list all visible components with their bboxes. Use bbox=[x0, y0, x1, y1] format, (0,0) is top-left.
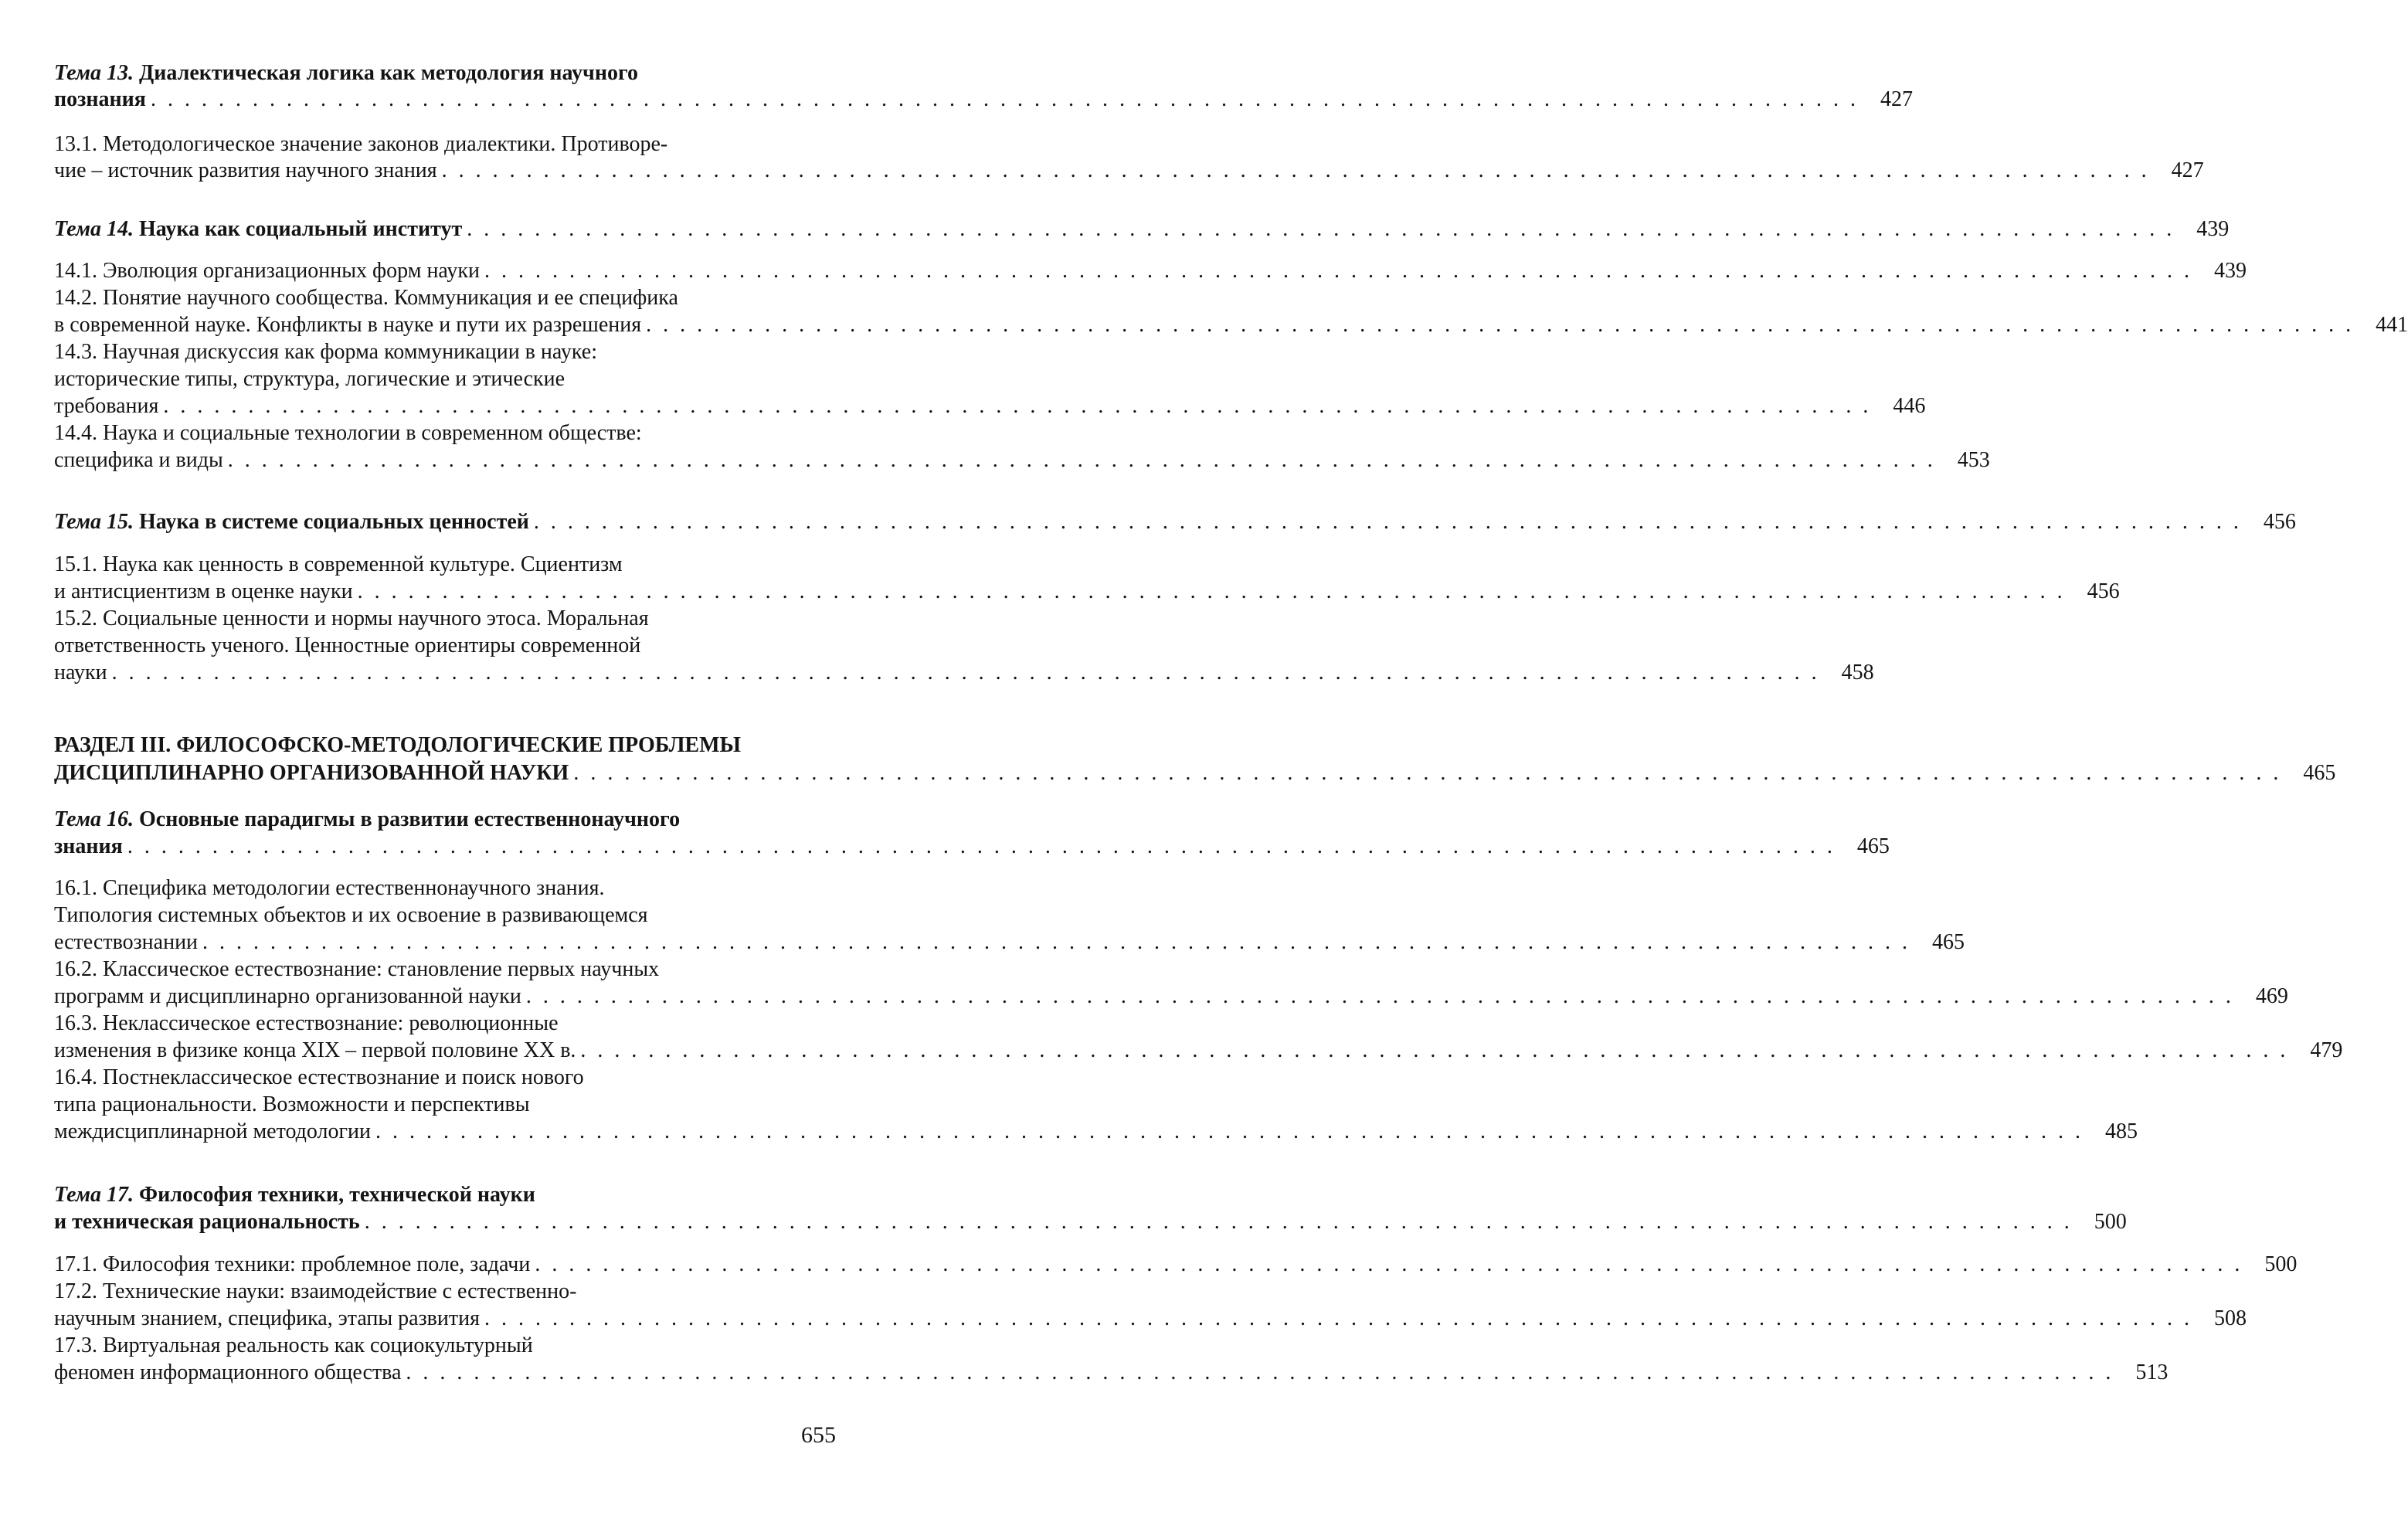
toc-subsection bbox=[54, 312, 2408, 338]
leader-dots: . . . . . . . . . . . . . . . . . . . . . . . . . . . . . . . . . . . . . . . . . . . . . . . . . . . . . . . . . . . . . . . . . . . . . . . . . . . . . . . . . . . . . . . . . . . . . . . . . . . . . bbox=[127, 834, 1836, 858]
toc-subsection bbox=[54, 1306, 2247, 1332]
leader-dots: . . . . . . . . . . . . . . . . . . . . . . . . . . . . . . . . . . . . . . . . . . . . . . . . . . . . . . . . . . . . . . . . . . . . . . . . . . . . . . . . . . . . . . . . . . . . . . . . . . . . . bbox=[150, 87, 1859, 111]
subsection-title: 14.1. Эволюция организационных форм науки bbox=[54, 259, 481, 283]
subsection-title: 17.2. Технические науки: взаимодействие с естественно- bbox=[54, 1279, 577, 1303]
toc-subsection bbox=[54, 1038, 2343, 1064]
leader-dots: . . . . . . . . . . . . . . . . . . . . . . . . . . . . . . . . . . . . . . . . . . . . . . . . . . . . . . . . . . . . . . . . . . . . . . . . . . . . . . . . . . . . . . . . . . . . . . . . . . . . . bbox=[467, 217, 2175, 241]
leader-dots: . . . . . . . . . . . . . . . . . . . . . . . . . . . . . . . . . . . . . . . . . . . . . . . . . . . . . . . . . . . . . . . . . . . . . . . . . . . . . . . . . . . . . . . . . . . . . . . . . . . . . bbox=[111, 661, 1820, 684]
page-ref: 446 bbox=[1893, 394, 1926, 418]
subsection-title: ответственность ученого. Ценностные ориентиры современной bbox=[54, 634, 641, 657]
subsection-title: изменения в физике конца XIX – первой половине XX в. bbox=[54, 1038, 576, 1062]
toc-subsection bbox=[54, 131, 836, 158]
page-ref: 465 bbox=[2303, 761, 2336, 785]
subsection-title: 15.2. Социальные ценности и нормы научного этоса. Моральная bbox=[54, 606, 649, 630]
theme-title: Наука как социальный институт bbox=[139, 217, 463, 241]
leader-dots: . . . . . . . . . . . . . . . . . . . . . . . . . . . . . . . . . . . . . . . . . . . . . . . . . . . . . . . . . . . . . . . . . . . . . . . . . . . . . . . . . . . . . . . . . . . . . . . . . . . . . bbox=[375, 1119, 2084, 1143]
subsection-title: 16.2. Классическое естествознание: становление первых научных bbox=[54, 957, 660, 981]
toc-entry-label bbox=[54, 509, 534, 535]
page-ref: 465 bbox=[1856, 834, 1890, 858]
subsection-title: 14.2. Понятие научного сообщества. Коммуникация и ее специфика bbox=[54, 286, 678, 310]
toc-subsection bbox=[54, 339, 836, 365]
subsection-title: типа рациональности. Возможности и перспективы bbox=[54, 1092, 530, 1116]
theme-title: Философия техники, технической науки bbox=[139, 1183, 535, 1207]
subsection-title: 17.3. Виртуальная реальность как социокультурный bbox=[54, 1333, 533, 1357]
leader-dots: . . . . . . . . . . . . . . . . . . . . . . . . . . . . . . . . . . . . . . . . . . . . . . . . . . . . . . . . . . . . . . . . . . . . . . . . . . . . . . . . . . . . . . . . . . . . . . . . . . . . . bbox=[202, 930, 1911, 954]
theme-title: Диалектическая логика как методология научного bbox=[139, 61, 638, 85]
toc-subsection bbox=[54, 983, 2288, 1010]
leader-dots: . . . . . . . . . . . . . . . . . . . . . . . . . . . . . . . . . . . . . . . . . . . . . . . . . . . . . . . . . . . . . . . . . . . . . . . . . . . . . . . . . . . . . . . . . . . . . . . . . . . . . bbox=[484, 1306, 2192, 1330]
leader-dots: . . . . . . . . . . . . . . . . . . . . . . . . . . . . . . . . . . . . . . . . . . . . . . . . . . . . . . . . . . . . . . . . . . . . . . . . . . . . . . . . . . . . . . . . . . . . . . . . . . . . . bbox=[533, 510, 2242, 534]
leader-dots: . . . . . . . . . . . . . . . . . . . . . . . . . . . . . . . . . . . . . . . . . . . . . . . . . . . . . . . . . . . . . . . . . . . . . . . . . . . . . . . . . . . . . . . . . . . . . . . . . . . . . bbox=[535, 1252, 2243, 1276]
toc-subsection bbox=[54, 366, 836, 392]
toc-subsection bbox=[54, 633, 836, 659]
subsection-title: и антисциентизм в оценке науки bbox=[54, 579, 353, 603]
toc-theme-heading bbox=[54, 1182, 836, 1208]
toc-subsection bbox=[54, 1360, 2169, 1386]
subsection-title: программ и дисциплинарно организованной науки bbox=[54, 984, 521, 1008]
subsection-title: 16.4. Постнеклассическое естествознание и поиск нового bbox=[54, 1065, 584, 1089]
toc-subsection bbox=[54, 1065, 836, 1091]
theme-number: Тема 16. bbox=[54, 807, 134, 831]
toc-subsection bbox=[54, 1279, 836, 1305]
leader-dots: . . . . . . . . . . . . . . . . . . . . . . . . . . . . . . . . . . . . . . . . . . . . . . . . . . . . . . . . . . . . . . . . . . . . . . . . . . . . . . . . . . . . . . . . . . . . . . . . . . . . . bbox=[163, 394, 1872, 418]
subsection-title: 16.1. Специфика методологии естественнонаучного знания. bbox=[54, 876, 605, 900]
theme-title: познания bbox=[54, 87, 146, 111]
subsection-title: 14.4. Наука и социальные технологии в современном обществе: bbox=[54, 421, 642, 445]
page-ref: 456 bbox=[2263, 510, 2296, 534]
theme-number: Тема 15. bbox=[54, 510, 134, 534]
subsection-title: междисциплинарной методологии bbox=[54, 1119, 371, 1143]
page-ref: 513 bbox=[2135, 1360, 2169, 1384]
toc-theme-heading bbox=[54, 216, 2230, 243]
toc-part-heading bbox=[54, 760, 2336, 786]
toc-theme-heading bbox=[54, 807, 836, 833]
toc-theme-heading bbox=[54, 1209, 2127, 1235]
toc-subsection bbox=[54, 660, 1874, 686]
page-ref: 456 bbox=[2087, 579, 2120, 603]
toc-subsection bbox=[54, 393, 1926, 420]
toc-subsection bbox=[54, 552, 836, 578]
toc-entry-label bbox=[54, 60, 643, 87]
toc-subsection bbox=[54, 875, 836, 902]
toc-entry-label bbox=[54, 1182, 540, 1208]
subsection-title: науки bbox=[54, 661, 107, 684]
subsection-title: 16.3. Неклассическое естествознание: революционные bbox=[54, 1011, 559, 1035]
toc-subsection bbox=[54, 258, 2247, 284]
toc-subsection bbox=[54, 902, 836, 929]
toc-subsection bbox=[54, 579, 2120, 605]
toc-theme-heading bbox=[54, 509, 2296, 535]
theme-number: Тема 17. bbox=[54, 1183, 134, 1207]
subsection-title: феномен информационного общества bbox=[54, 1360, 402, 1384]
subsection-title: требования bbox=[54, 394, 159, 418]
page-ref: 508 bbox=[2213, 1306, 2247, 1330]
toc-subsection bbox=[54, 606, 836, 632]
toc-subsection bbox=[54, 1333, 836, 1359]
page-ref: 500 bbox=[2094, 1210, 2127, 1234]
page-ref: 427 bbox=[2171, 158, 2204, 182]
toc-subsection bbox=[54, 447, 1990, 474]
toc-theme-heading bbox=[54, 60, 836, 87]
part-title: РАЗДЕЛ III. ФИЛОСОФСКО-МЕТОДОЛОГИЧЕСКИЕ ПРОБЛЕМЫ bbox=[54, 733, 742, 757]
subsection-title: 13.1. Методологическое значение законов диалектики. Противоре- bbox=[54, 132, 668, 156]
page-ref: 479 bbox=[2310, 1038, 2343, 1062]
leader-dots: . . . . . . . . . . . . . . . . . . . . . . . . . . . . . . . . . . . . . . . . . . . . . . . . . . . . . . . . . . . . . . . . . . . . . . . . . . . . . . . . . . . . . . . . . . . . . . . . . . . . . bbox=[484, 259, 2193, 283]
toc-subsection bbox=[54, 420, 836, 447]
theme-title: Наука в системе социальных ценностей bbox=[139, 510, 529, 534]
subsection-title: естествознании bbox=[54, 930, 199, 954]
toc-subsection bbox=[54, 158, 2204, 184]
page-ref: 500 bbox=[2264, 1252, 2298, 1276]
subsection-title: 15.1. Наука как ценность в современной культуре. Сциентизм bbox=[54, 552, 623, 576]
leader-dots: . . . . . . . . . . . . . . . . . . . . . . . . . . . . . . . . . . . . . . . . . . . . . . . . . . . . . . . . . . . . . . . . . . . . . . . . . . . . . . . . . . . . . . . . . . . . . . . . . . . . . bbox=[406, 1360, 2114, 1384]
subsection-title: Типология системных объектов и их освоение в развивающемся bbox=[54, 903, 648, 927]
page-ref: 441 bbox=[2376, 313, 2408, 337]
page-ref: 458 bbox=[1841, 661, 1874, 684]
page-number: 655 bbox=[801, 1422, 836, 1448]
toc-theme-heading bbox=[54, 834, 1890, 860]
leader-dots: . . . . . . . . . . . . . . . . . . . . . . . . . . . . . . . . . . . . . . . . . . . . . . . . . . . . . . . . . . . . . . . . . . . . . . . . . . . . . . . . . . . . . . . . . . . . . . . . . . . . . bbox=[441, 158, 2150, 182]
subsection-title: 17.1. Философия техники: проблемное поле, задачи bbox=[54, 1252, 531, 1276]
toc-subsection bbox=[54, 1092, 836, 1118]
subsection-title: 14.3. Научная дискуссия как форма коммуникации в науке: bbox=[54, 340, 598, 364]
page-ref: 427 bbox=[1880, 87, 1913, 111]
subsection-title: чие – источник развития научного знания bbox=[54, 158, 437, 182]
toc-theme-heading bbox=[54, 87, 1913, 113]
toc-subsection bbox=[54, 285, 836, 311]
theme-number: Тема 14. bbox=[54, 217, 134, 241]
subsection-title: исторические типы, структура, логические и этические bbox=[54, 367, 565, 391]
subsection-title: специфика и виды bbox=[54, 448, 223, 472]
toc-part-heading bbox=[54, 732, 836, 759]
leader-dots: . . . . . . . . . . . . . . . . . . . . . . . . . . . . . . . . . . . . . . . . . . . . . . . . . . . . . . . . . . . . . . . . . . . . . . . . . . . . . . . . . . . . . . . . . . . . . . . . . . . . . bbox=[227, 448, 1936, 472]
leader-dots: . . . . . . . . . . . . . . . . . . . . . . . . . . . . . . . . . . . . . . . . . . . . . . . . . . . . . . . . . . . . . . . . . . . . . . . . . . . . . . . . . . . . . . . . . . . . . . . . . . . . . bbox=[525, 984, 2234, 1008]
toc-subsection bbox=[54, 1252, 2298, 1278]
toc-subsection bbox=[54, 956, 836, 983]
page-ref: 465 bbox=[1932, 930, 1965, 954]
leader-dots: . . . . . . . . . . . . . . . . . . . . . . . . . . . . . . . . . . . . . . . . . . . . . . . . . . . . . . . . . . . . . . . . . . . . . . . . . . . . . . . . . . . . . . . . . . . . . . . . . . . . . bbox=[573, 761, 2282, 785]
page-ref: 439 bbox=[2214, 259, 2247, 283]
page-ref: 485 bbox=[2104, 1119, 2138, 1143]
theme-number: Тема 13. bbox=[54, 61, 134, 85]
toc-subsection bbox=[54, 1011, 836, 1037]
page-ref: 469 bbox=[2255, 984, 2288, 1008]
toc-subsection bbox=[54, 1119, 2138, 1145]
leader-dots: . . . . . . . . . . . . . . . . . . . . . . . . . . . . . . . . . . . . . . . . . . . . . . . . . . . . . . . . . . . . . . . . . . . . . . . . . . . . . . . . . . . . . . . . . . . . . . . . . . . . . bbox=[357, 579, 2066, 603]
leader-dots: . . . . . . . . . . . . . . . . . . . . . . . . . . . . . . . . . . . . . . . . . . . . . . . . . . . . . . . . . . . . . . . . . . . . . . . . . . . . . . . . . . . . . . . . . . . . . . . . . . . . . bbox=[580, 1038, 2289, 1062]
theme-title: Основные парадигмы в развитии естественнонаучного bbox=[139, 807, 681, 831]
toc-subsection bbox=[54, 929, 1965, 956]
leader-dots: . . . . . . . . . . . . . . . . . . . . . . . . . . . . . . . . . . . . . . . . . . . . . . . . . . . . . . . . . . . . . . . . . . . . . . . . . . . . . . . . . . . . . . . . . . . . . . . . . . . . . bbox=[364, 1210, 2073, 1234]
part-title: ДИСЦИПЛИНАРНО ОРГАНИЗОВАННОЙ НАУКИ bbox=[54, 761, 569, 785]
page-ref: 439 bbox=[2196, 217, 2230, 241]
theme-title: знания bbox=[54, 834, 123, 858]
toc-entry-label bbox=[54, 216, 467, 243]
subsection-title: в современной науке. Конфликты в науке и пути их разрешения bbox=[54, 313, 642, 337]
leader-dots: . . . . . . . . . . . . . . . . . . . . . . . . . . . . . . . . . . . . . . . . . . . . . . . . . . . . . . . . . . . . . . . . . . . . . . . . . . . . . . . . . . . . . . . . . . . . . . . . . . . . . bbox=[646, 313, 2355, 337]
toc-entry-label bbox=[54, 807, 684, 833]
theme-title: и техническая рациональность bbox=[54, 1210, 360, 1234]
page-ref: 453 bbox=[1957, 448, 1990, 472]
subsection-title: научным знанием, специфика, этапы развития bbox=[54, 1306, 480, 1330]
